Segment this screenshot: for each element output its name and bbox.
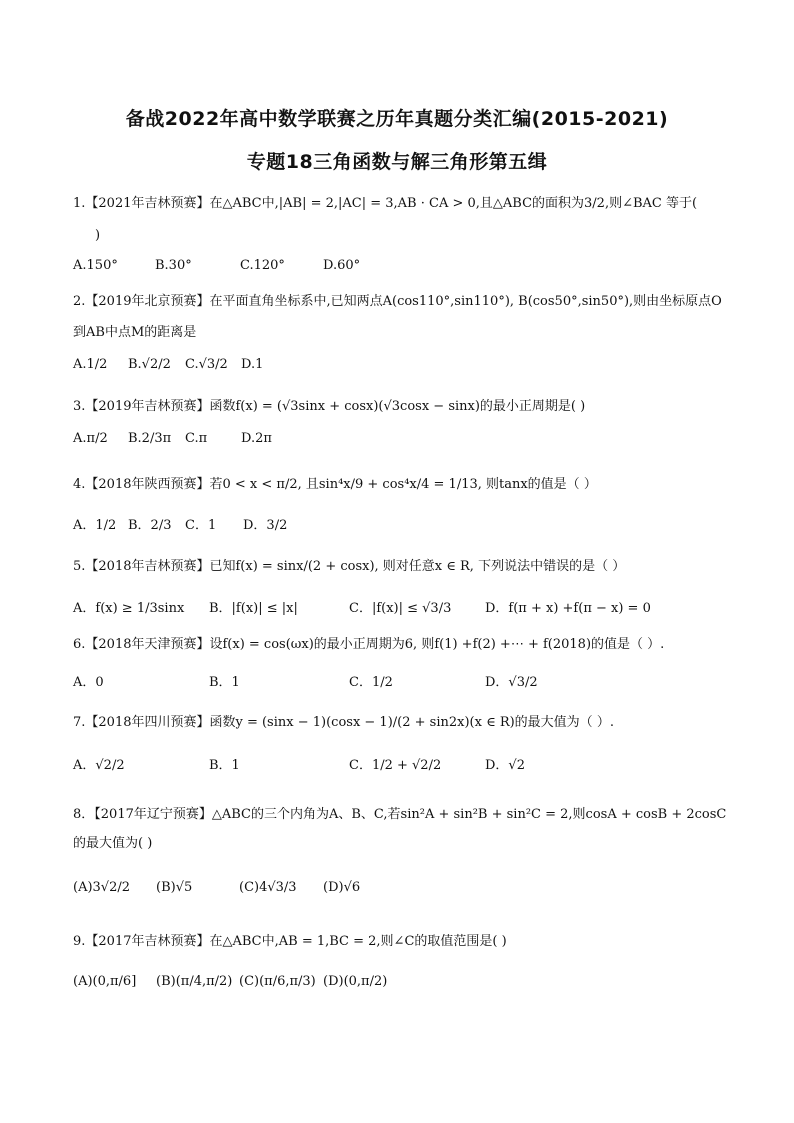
question-2-text: 2.【2019年北京预赛】在平面直角坐标系中,已知两点A(cos110°,sin110°), B(cos50°,sin50°),则由坐标原点O [73,294,722,309]
option: (C)4√3/3 [239,880,297,895]
question-9-text: 9.【2017年吉林预赛】在△ABC中,AB = 1,BC = 2,则∠C的取值范围是( ) [73,934,507,949]
question-1-text-cont: ) [95,228,101,243]
document-subtitle: 专题18三角函数与解三角形第五缉 [246,151,548,173]
option: A.1/2 [73,357,108,372]
option: A.π/2 [73,431,108,446]
question-8-text: 8．【2017年辽宁预赛】△ABC的三个内角为A、B、C,若sin²A + sin²B + sin²C = 2,则cosA + cosB + 2cosC [73,807,727,822]
option: C．1 [185,518,217,533]
question-1-text: 1.【2021年吉林预赛】在△ABC中,|AB| = 2,|AC| = 3,AB · CA > 0,且△ABC的面积为3/2,则∠BAC 等于( [73,196,698,211]
option: D.60° [323,258,361,273]
option: (D)√6 [323,880,361,895]
option: A.150° [73,258,118,273]
option: A．0 [73,675,104,690]
option: D．√3/2 [485,675,538,690]
option: (A)3√2/2 [73,880,131,895]
option: B.√2/2 [128,357,171,372]
question-3-text: 3.【2019年吉林预赛】函数f(x) = (√3sinx + cosx)(√3cosx − sinx)的最小正周期是( ) [73,399,586,414]
option: (B)√5 [156,880,193,895]
document-title: 备战2022年高中数学联赛之历年真题分类汇编(2015-2021) [125,108,669,130]
option: C.√3/2 [185,357,228,372]
option: (A)(0,π/6] [73,974,137,989]
option: (D)(0,π/2) [323,974,388,989]
option: B．1 [209,675,240,690]
option: A．√2/2 [73,758,125,773]
option: D.2π [241,431,272,446]
option: A．f(x) ≥ 1/3sinx [73,601,185,616]
option: C．1/2 + √2/2 [349,758,442,773]
option: (C)(π/6,π/3) [239,974,316,989]
question-4-text: 4.【2018年陕西预赛】若0 < x < π/2, 且sin⁴x/9 + cos⁴x/4 = 1/13, 则tanx的值是（ ） [73,477,597,492]
question-8-text-cont: 的最大值为( ) [73,836,153,851]
option: D．3/2 [243,518,288,533]
option: A．1/2 [73,518,117,533]
option: C.π [185,431,208,446]
option: B．2/3 [128,518,172,533]
question-6-text: 6.【2018年天津预赛】设f(x) = cos(ωx)的最小正周期为6, 则f(1) +f(2) +⋯ + f(2018)的值是（ ）. [73,637,665,652]
option: B.30° [155,258,192,273]
option: B．1 [209,758,240,773]
option: (B)(π/4,π/2) [156,974,233,989]
option: B.2/3π [128,431,172,446]
question-7-text: 7.【2018年四川预赛】函数y = (sinx − 1)(cosx − 1)/(2 + sin2x)(x ∈ R)的最大值为（ ）. [73,715,614,730]
option: C.120° [240,258,285,273]
option: D．f(π + x) +f(π − x) = 0 [485,601,651,616]
option: D.1 [241,357,264,372]
option: C．1/2 [349,675,393,690]
option: D．√2 [485,758,525,773]
question-5-text: 5.【2018年吉林预赛】已知f(x) = sinx/(2 + cosx), 则对任意x ∈ R, 下列说法中错误的是（ ） [73,559,626,574]
option: C．|f(x)| ≤ √3/3 [349,601,452,616]
option: B．|f(x)| ≤ |x| [209,601,298,616]
question-2-text-cont: 到AB中点M的距离是 [73,325,197,340]
